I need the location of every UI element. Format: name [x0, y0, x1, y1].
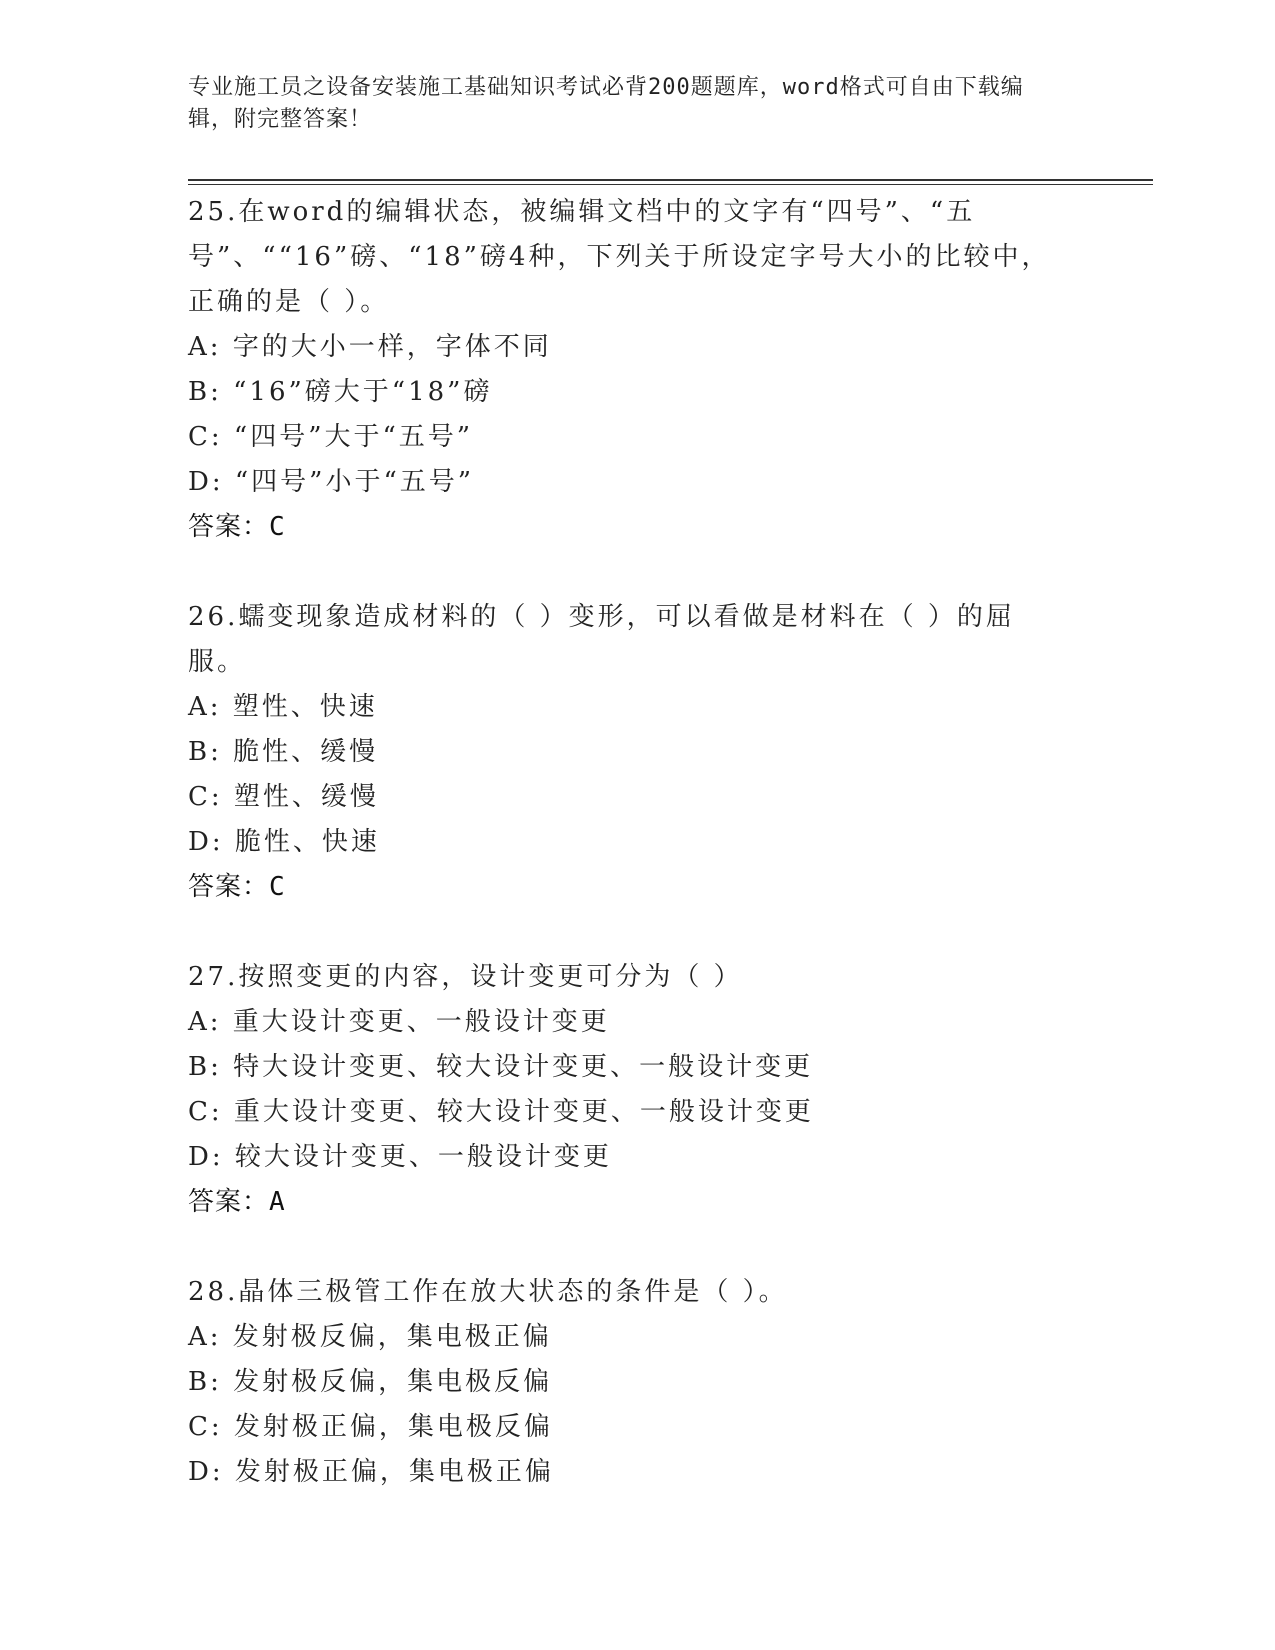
- option-a: A: 塑性、快速: [188, 692, 378, 722]
- option-d: D: 较大设计变更、一般设计变更: [188, 1142, 612, 1172]
- option-b: B: 发射极反偏，集电极反偏: [188, 1367, 553, 1397]
- question-text: 28.晶体三极管工作在放大状态的条件是（ ）。: [188, 1277, 788, 1307]
- option-a: A: 字的大小一样，字体不同: [188, 332, 552, 362]
- option-b: B: 脆性、缓慢: [188, 737, 379, 767]
- option-d: D: “四号”小于“五号”: [188, 467, 475, 497]
- answer: 答案：C: [188, 512, 286, 542]
- option-c: C: 塑性、缓慢: [188, 782, 379, 812]
- option-c: C: 重大设计变更、较大设计变更、一般设计变更: [188, 1097, 814, 1127]
- option-b: B: “16”磅大于“18”磅: [188, 377, 493, 407]
- option-a: A: 重大设计变更、一般设计变更: [188, 1007, 610, 1037]
- question-text: 25.在word的编辑状态，被编辑文档中的文字有“四号”、“五号”、““16”磅、“18”磅4种，下列关于所设定字号大小的比较中，正确的是（ ）。: [188, 197, 1051, 317]
- option-b: B: 特大设计变更、较大设计变更、一般设计变更: [188, 1052, 814, 1082]
- question-28: [188, 1270, 1068, 1495]
- question-25: [188, 190, 1068, 550]
- header-divider-thin: [188, 184, 1153, 185]
- option-d: D: 脆性、快速: [188, 827, 380, 857]
- option-a: A: 发射极反偏，集电极正偏: [188, 1322, 552, 1352]
- question-text: 27.按照变更的内容，设计变更可分为（ ）: [188, 962, 743, 992]
- question-26: [188, 595, 1068, 910]
- question-text: 26.蠕变现象造成材料的（ ）变形，可以看做是材料在（ ）的屈服。: [188, 602, 1015, 677]
- question-27: [188, 955, 1068, 1225]
- option-c: C: “四号”大于“五号”: [188, 422, 474, 452]
- option-d: D: 发射极正偏，集电极正偏: [188, 1457, 554, 1487]
- answer: 答案：A: [188, 1187, 286, 1217]
- question-list: [188, 190, 1068, 1540]
- document-header: 专业施工员之设备安装施工基础知识考试必背200题题库，word格式可自由下载编辑，附完整答案！: [188, 75, 1024, 132]
- header-divider: [188, 179, 1153, 181]
- answer: 答案：C: [188, 872, 286, 902]
- option-c: C: 发射极正偏，集电极反偏: [188, 1412, 553, 1442]
